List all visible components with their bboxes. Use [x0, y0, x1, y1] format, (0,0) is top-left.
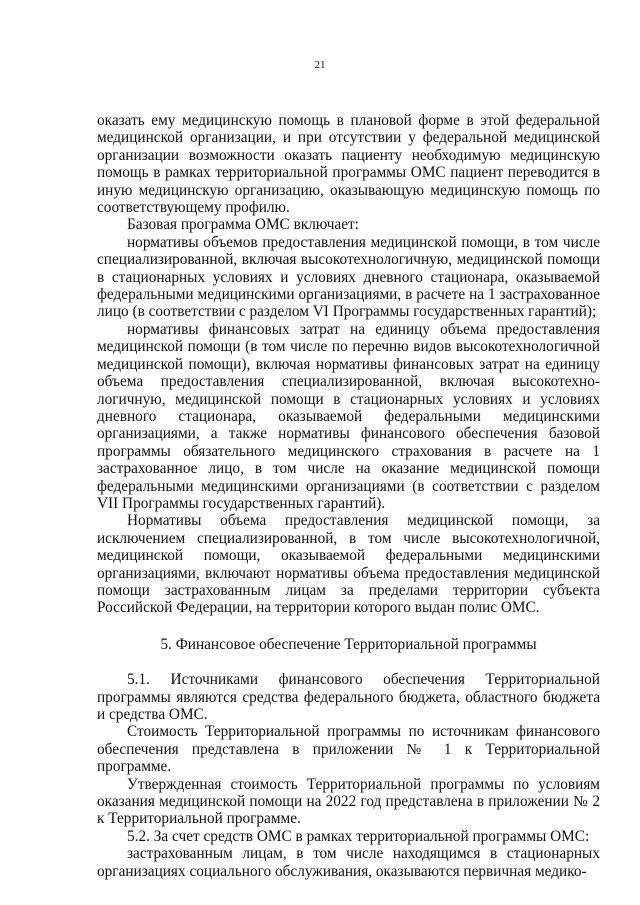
- paragraph-insured-persons: застрахованным лицам, в том числе находящимся в стационарных организациях социального обслуживания, оказываются первичная медико-: [97, 845, 600, 880]
- paragraph-funding-sources: 5.1. Источниками финансового обеспечения Территориальной программы являются средства федерального бюджета, областного бюджета и средства ОМС.: [97, 671, 600, 723]
- paragraph-basic-program-intro: Базовая программа ОМС включает:: [127, 216, 359, 234]
- document-body: [97, 112, 600, 880]
- page-number: 21: [314, 59, 326, 71]
- paragraph-volume-norms-exclusion: Нормативы объема предоставления медицинской помощи, за исключением специализированной, в том числе высокотехнологичной, медицинской помощи, оказываемой федеральными медицинскими организациями, включают нормативы объема предоставления медицинской помощи застрахованным лицам за пределами территории субъекта Российской Федерации, на территории которого выдан полис ОМС.: [97, 512, 600, 617]
- section-heading: 5. Финансовое обеспечение Территориальной программы: [160, 635, 537, 653]
- paragraph-oms-funding: 5.2. За счет средств ОМС в рамках территориальной программы ОМС:: [127, 827, 590, 845]
- paragraph-approved-cost: Утвержденная стоимость Территориальной программы по условиям оказания медицинской помощи на 2022 год представлена в приложении № 2 к Территориальной программе.: [97, 775, 600, 828]
- paragraph-program-cost: Стоимость Территориальной программы по источникам финансового обеспечения представлена в приложении № 1 к Территориальной программе.: [97, 723, 600, 776]
- paragraph-continuation: оказать ему медицинскую помощь в плановой форме в этой федеральной медицинской организации, и при отсутствии у федеральной медицинской организации возможности оказать пациенту необходимую медицинскую помощь в рамках территориальной программы ОМС пациент переводится в иную медицинскую организацию, оказывающую медицинскую помощь по соответствующему профилю.: [97, 112, 600, 217]
- paragraph-financial-norms: нормативы финансовых затрат на единицу объема предоставления медицинской помощи (в том числе по перечню видов высокотехнологичной медицинской помощи), включая нормативы финансовых затрат на единицу объема предоставления специализированной, включая высокотехнологичную, медицинской помощи в стационарных условиях и условиях дневного стационара, оказываемой федеральными медицинскими организациями, а также нормативы финансового обеспечения базовой программы обязательного медицинского страхования в расчете на 1 застрахованное лицо, в том числе на оказание медицинской помощи федеральными медицинскими организациями (в соответствии с разделом VII Программы государственных гарантий).: [97, 320, 600, 512]
- paragraph-volume-norms: нормативы объемов предоставления медицинской помощи, в том числе специализированной, включая высокотехнологичную, медицинской помощи в стационарных условиях и условиях дневного стационара, оказываемой федеральными медицинскими организациями, в расчете на 1 застрахованное лицо (в соответствии с разделом VI Программы государственных гарантий);: [97, 233, 600, 321]
